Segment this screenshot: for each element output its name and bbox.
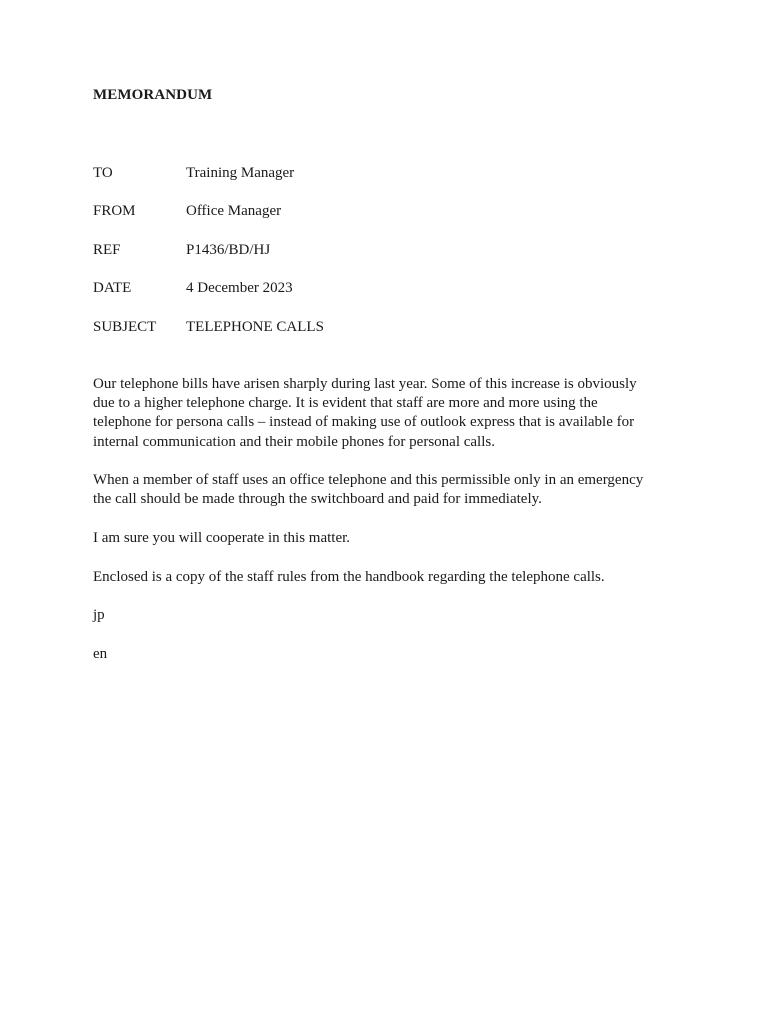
- enclosure-text: en: [93, 646, 108, 662]
- memo-title: MEMORANDUM: [93, 87, 213, 103]
- body-paragraph-3-line: I am sure you will cooperate in this matter.: [93, 530, 351, 546]
- field-date-label: DATE: [93, 280, 132, 296]
- field-ref-value: P1436/BD/HJ: [186, 242, 271, 258]
- field-subject-value: TELEPHONE CALLS: [186, 319, 324, 335]
- body-paragraph-2-line: the call should be made through the switchboard and paid for immediately.: [93, 491, 542, 508]
- body-paragraph-1-line: due to a higher telephone charge. It is evident that staff are more and more using the: [93, 395, 598, 412]
- initials-text: jp: [93, 607, 105, 623]
- body-paragraph-3: [93, 529, 668, 548]
- body-paragraph-1-line: telephone for persona calls – instead of making use of outlook express that is available for: [93, 414, 635, 431]
- field-from-value: Office Manager: [186, 203, 282, 219]
- body-paragraph-2-line: When a member of staff uses an office telephone and this permissible only in an emergency: [93, 472, 644, 488]
- field-to-label: TO: [93, 165, 113, 181]
- body-paragraph-1: [93, 375, 668, 452]
- field-from-label: FROM: [93, 203, 136, 219]
- field-to-value: Training Manager: [186, 165, 295, 181]
- enclosure-note: [93, 645, 668, 664]
- body-paragraph-1-line: Our telephone bills have arisen sharply during last year. Some of this increase is obviously: [93, 376, 637, 392]
- body-paragraph-1-line: internal communication and their mobile phones for personal calls.: [93, 433, 495, 450]
- initials: [93, 606, 668, 625]
- field-ref-label: REF: [93, 242, 121, 258]
- body-paragraph-4: [93, 568, 668, 587]
- field-date-value: 4 December 2023: [186, 280, 293, 296]
- body-paragraph-2: [93, 471, 668, 509]
- field-subject-label: SUBJECT: [93, 319, 157, 335]
- body-paragraph-4-line: Enclosed is a copy of the staff rules from the handbook regarding the telephone calls.: [93, 569, 605, 585]
